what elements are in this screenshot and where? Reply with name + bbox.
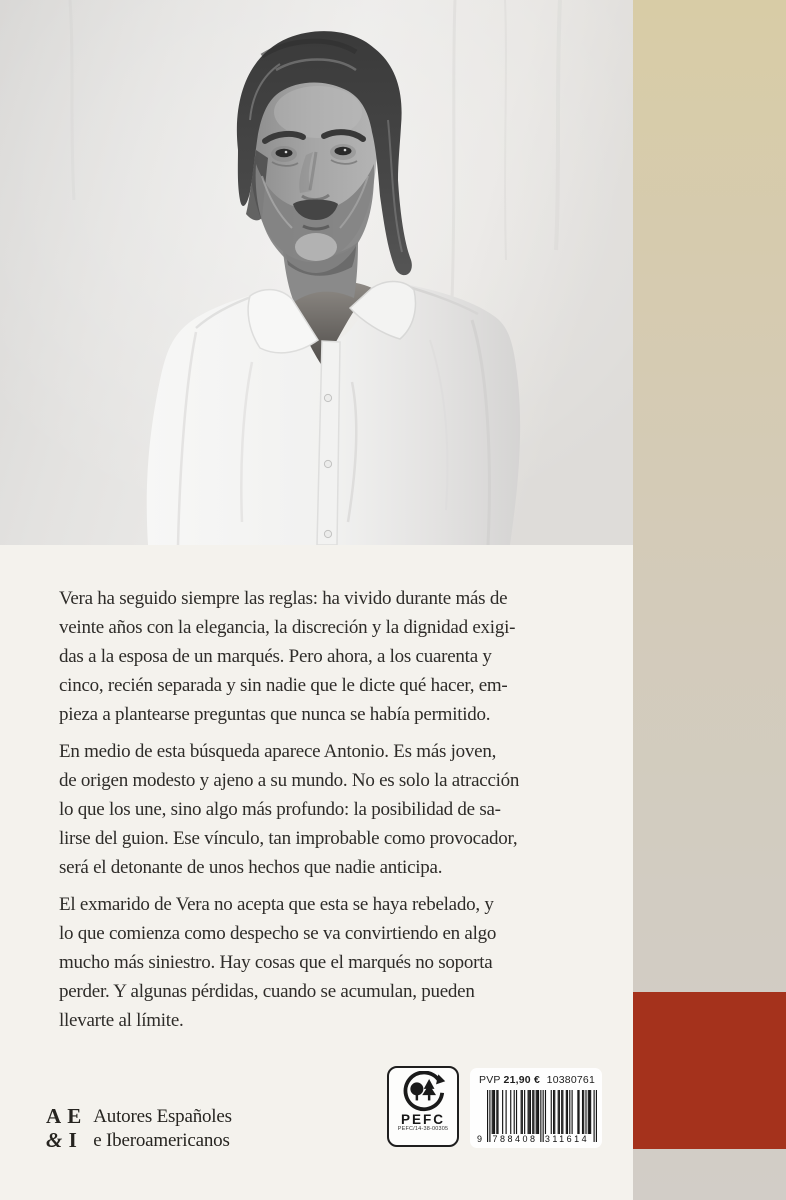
synopsis (59, 584, 607, 1035)
synopsis-line: perder. Y algunas pérdidas, cuando se acumulan, pueden (59, 981, 475, 1002)
synopsis-line: mucho más siniestro. Hay cosas que el marqués no soporta (59, 952, 493, 973)
author-portrait-photo (0, 0, 635, 545)
synopsis-line: veinte años con la elegancia, la discreción y la dignidad exigi- (59, 617, 516, 638)
ean-left-group: 788408 (492, 1134, 538, 1144)
imprint-name-line1: Autores Españoles (93, 1106, 232, 1127)
imprint-name (93, 1104, 232, 1153)
imprint-logo (46, 1104, 232, 1153)
synopsis-paragraph (59, 737, 607, 882)
synopsis-line: En medio de esta búsqueda aparece Antonio. Es más joven, (59, 741, 497, 762)
synopsis-paragraph (59, 584, 607, 729)
synopsis-line: das a la esposa de un marqués. Pero ahora, a los cuarenta y (59, 646, 492, 667)
imprint-monogram (46, 1104, 82, 1153)
synopsis-line: de origen modesto y ajeno a su mundo. No es solo la atracción (59, 770, 520, 791)
price: PVP 21,90 € (479, 1074, 540, 1086)
ean-digit-first: 9 (477, 1134, 483, 1144)
synopsis-line: lo que comienza como despecho se va convirtiendo en algo (59, 923, 497, 944)
ean-right-group: 311614 (544, 1134, 590, 1144)
imprint-name-line2: e Iberoamericanos (93, 1130, 230, 1151)
pefc-trees-icon (400, 1071, 446, 1113)
synopsis-line: lo que los une, sino algo más profundo: la posibilidad de sa- (59, 799, 501, 820)
synopsis-line: pieza a plantearse preguntas que nunca se había permitido. (59, 704, 491, 725)
accent-red-block (633, 992, 786, 1149)
ampersand-glyph: & (46, 1128, 63, 1152)
pefc-label: PEFC (400, 1112, 445, 1127)
edition-code: 10380761 (546, 1074, 595, 1086)
barcode (477, 1090, 597, 1146)
pefc-certification (387, 1066, 459, 1147)
monogram-line2: & I (46, 1128, 78, 1152)
price-barcode-label (470, 1068, 602, 1148)
monogram-line1: A E (46, 1104, 83, 1128)
synopsis-line: lirse del guion. Ese vínculo, tan improbable como provocador, (59, 828, 518, 849)
synopsis-line: El exmarido de Vera no acepta que esta se haya rebelado, y (59, 894, 494, 915)
pefc-cert-number: PEFC/14-38-00305 (397, 1126, 449, 1132)
synopsis-line: Vera ha seguido siempre las reglas: ha vivido durante más de (59, 588, 508, 609)
synopsis-line: será el detonante de unos hechos que nadie anticipa. (59, 857, 443, 878)
synopsis-line: llevarte al límite. (59, 1010, 184, 1031)
price-row (479, 1074, 595, 1086)
synopsis-paragraph (59, 890, 607, 1035)
synopsis-line: cinco, recién separada y sin nadie que le dicte qué hacer, em- (59, 675, 508, 696)
portrait-illustration (0, 0, 635, 545)
